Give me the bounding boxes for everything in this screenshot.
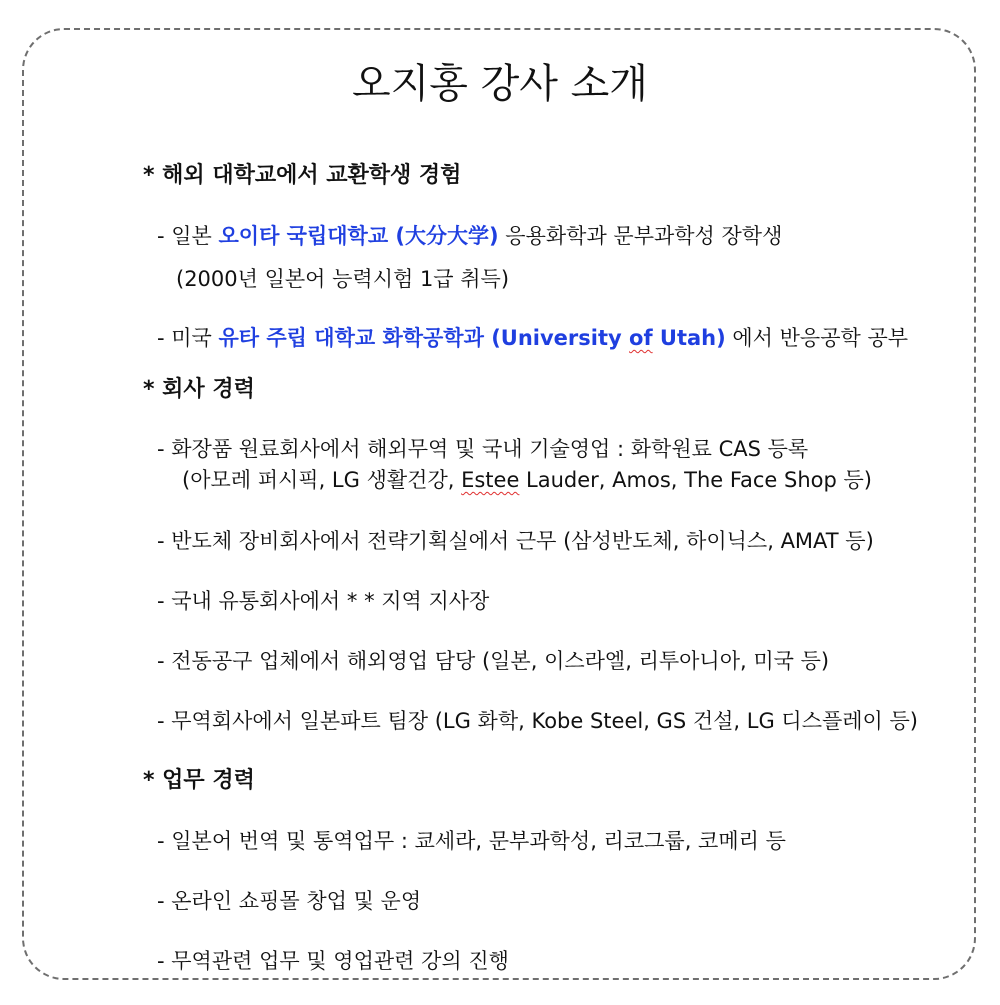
exchange-item-japan-note: (2000년 일본어 능력시험 1급 취득) <box>176 267 510 291</box>
exchange-item-usa-suffix: 에서 반응공학 공부 <box>725 326 909 350</box>
company-item-trading: - 무역회사에서 일본파트 팀장 (LG 화학, Kobe Steel, GS 건설, LG 디스플레이 등) <box>157 709 918 733</box>
exchange-item-usa-university-of: of <box>629 326 653 350</box>
company-item-cosmetics-clients-estee: Estee <box>461 468 520 492</box>
exchange-item-japan-university: 오이타 국립대학교 (大分大学) <box>218 224 499 248</box>
company-item-cosmetics-clients-a: (아모레 퍼시픽, LG 생활건강, <box>182 468 462 492</box>
company-item-cosmetics-clients-b: Lauder, Amos, The Face Shop 등) <box>519 468 872 492</box>
company-item-distribution: - 국내 유통회사에서 * * 지역 지사장 <box>157 589 490 613</box>
company-item-cosmetics-clients <box>182 466 872 494</box>
company-item-semiconductor: - 반도체 장비회사에서 전략기획실에서 근무 (삼성반도체, 하이닉스, AMAT 등) <box>157 529 874 553</box>
section-heading-work: * 업무 경력 <box>143 768 255 793</box>
company-item-cosmetics: - 화장품 원료회사에서 해외무역 및 국내 기술영업 : 화학원료 CAS 등록 <box>157 437 809 461</box>
page-title: 오지홍 강사 소개 <box>352 61 648 107</box>
work-item-lectures: - 무역관련 업무 및 영업관련 강의 진행 <box>157 949 509 973</box>
exchange-item-usa-prefix: - 미국 <box>157 326 219 350</box>
exchange-item-usa <box>157 324 908 352</box>
work-item-online-shop: - 온라인 쇼핑몰 창업 및 운영 <box>157 889 422 913</box>
exchange-item-usa-university-a: 유타 주립 대학교 화학공학과 (University <box>218 326 630 350</box>
section-heading-exchange: * 해외 대학교에서 교환학생 경험 <box>143 163 462 188</box>
exchange-item-japan <box>157 222 782 250</box>
exchange-item-japan-prefix: - 일본 <box>157 224 219 248</box>
exchange-item-japan-suffix: 응용화학과 문부과학성 장학생 <box>498 224 783 248</box>
section-heading-company: * 회사 경력 <box>143 377 255 402</box>
work-item-translation: - 일본어 번역 및 통역업무 : 쿄세라, 문부과학성, 리코그룹, 코메리 등 <box>157 829 786 853</box>
exchange-item-usa-university-b: Utah) <box>652 326 726 350</box>
company-item-power-tools: - 전동공구 업체에서 해외영업 담당 (일본, 이스라엘, 리투아니아, 미국 등) <box>157 649 830 673</box>
